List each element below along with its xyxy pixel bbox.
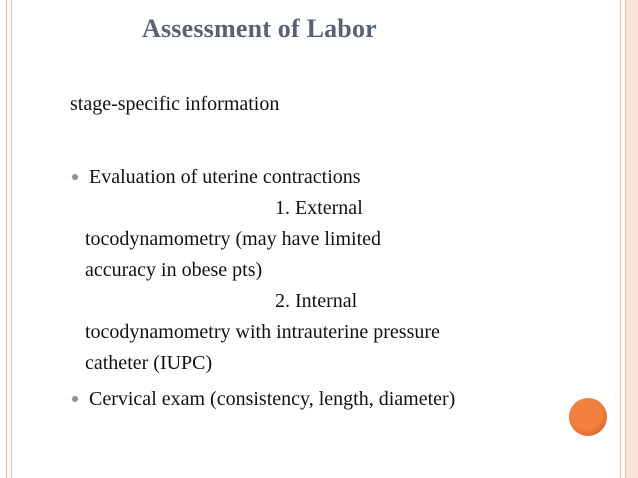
bullet-icon bbox=[72, 174, 78, 180]
frame-line-right-inner bbox=[620, 0, 621, 478]
sub-item-text: catheter (IUPC) bbox=[85, 352, 213, 374]
bullet-item bbox=[72, 162, 440, 379]
bullet-text: Evaluation of uterine contractions bbox=[89, 166, 361, 188]
sub-item-text: tocodynamometry with intrauterine pressure bbox=[85, 321, 440, 343]
bullet-text: Cervical exam (consistency, length, diameter) bbox=[89, 388, 456, 410]
frame-line-left-outer bbox=[6, 0, 7, 478]
frame-band-right bbox=[626, 0, 638, 478]
frame-line-left-inner bbox=[11, 0, 12, 478]
accent-circle-icon bbox=[569, 398, 607, 436]
sub-item-text: accuracy in obese pts) bbox=[85, 259, 263, 281]
intro-text: stage-specific information bbox=[70, 93, 280, 115]
sub-item-text: tocodynamometry (may have limited bbox=[85, 228, 382, 250]
slide-title: Assessment of Labor bbox=[142, 14, 377, 43]
sub-item-number: 1. External bbox=[275, 197, 363, 219]
bullet-item bbox=[72, 384, 455, 415]
sub-item-number: 2. Internal bbox=[275, 290, 358, 312]
bullet-icon bbox=[72, 396, 78, 402]
